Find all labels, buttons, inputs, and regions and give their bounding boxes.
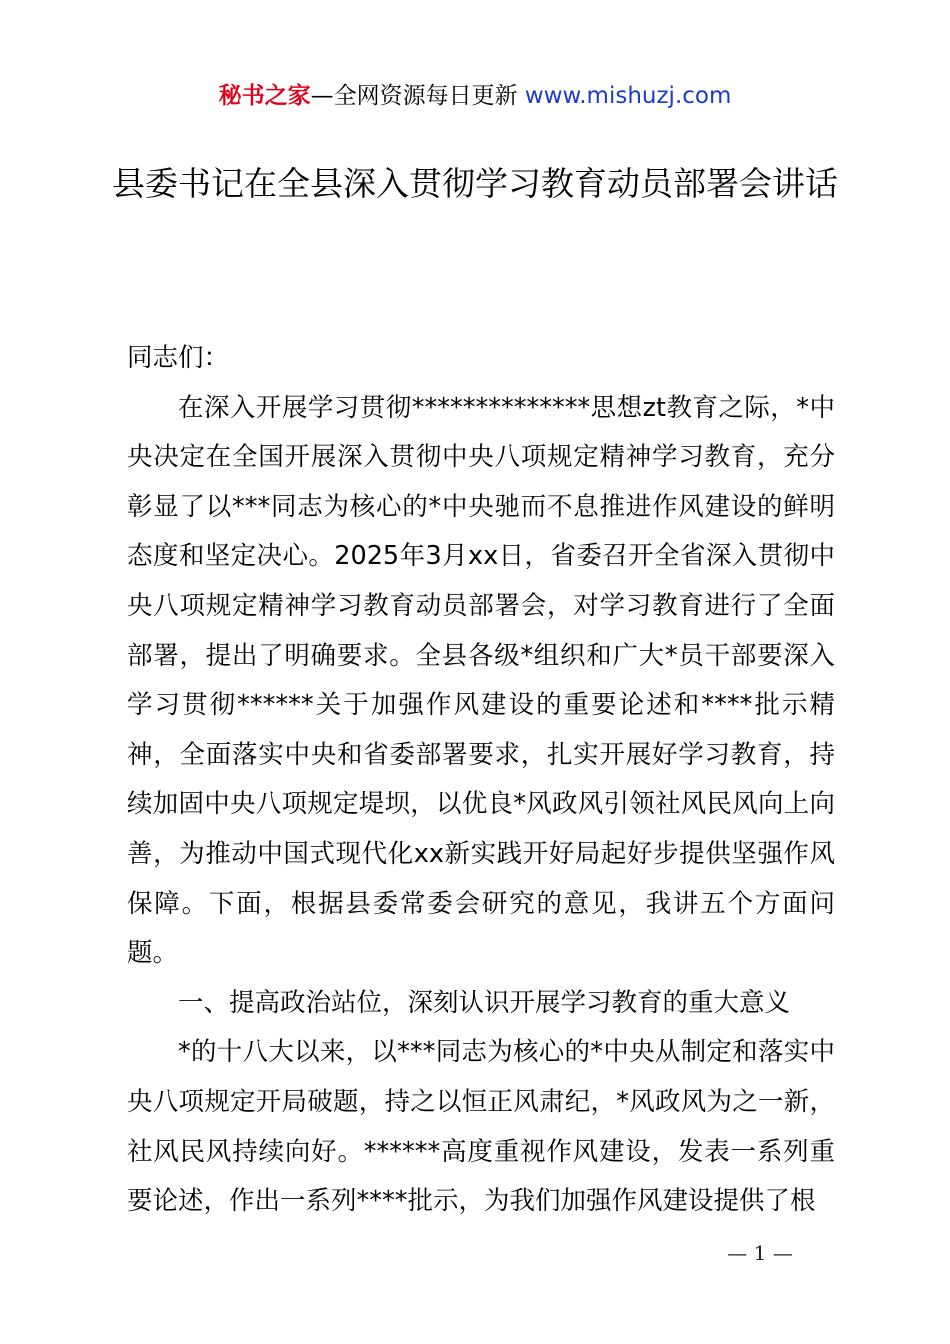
site-header [0,80,950,112]
document-body [127,334,835,1227]
document-title: 县委书记在全县深入贯彻学习教育动员部署会讲话 [112,164,838,203]
salutation: 同志们： [127,343,230,373]
header-tagline: —全网资源每日更新 [310,83,518,109]
section-heading-1: 一、提高政治站位，深刻认识开展学习教育的重大意义 [178,987,791,1018]
site-url-link[interactable]: www.mishuzj.com [524,83,732,109]
brand-name: 秘书之家 [218,83,311,109]
page-number: — 1 — [727,1241,793,1265]
paragraph-intro: 在深入开展学习贯彻**************思想zt教育之际，*中央决定在全国开展深入贯彻中央八项规定精神学习教育，充分彰显了以***同志为核心的*中央驰而不息推进作风建设的鲜明态度和坚定决心。2025年3月xx日，省委召开全省深入贯彻中央八项规定精神学习教育动员部署会，对学习教育进行了全面部署，提出了明确要求。全县各级*组织和广大*员干部要深入学习贯彻******关于加强作风建设的重要论述和****批示精神，全面落实中央和省委部署要求，扎实开展好学习教育，持续加固中央八项规定堤坝，以优良*风政风引领社风民风向上向善，为推动中国式现代化xx新实践开好局起好步提供坚强作风保障。下面，根据县委常委会研究的意见，我讲五个方面问题。 [127,392,835,969]
paragraph-section-1: *的十八大以来，以***同志为核心的*中央从制定和落实中央八项规定开局破题，持之以恒正风肃纪，*风政风为之一新，社风民风持续向好。******高度重视作风建设，发表一系列重要论述，作出一系列****批示，为我们加强作风建设提供了根 [127,1037,835,1217]
